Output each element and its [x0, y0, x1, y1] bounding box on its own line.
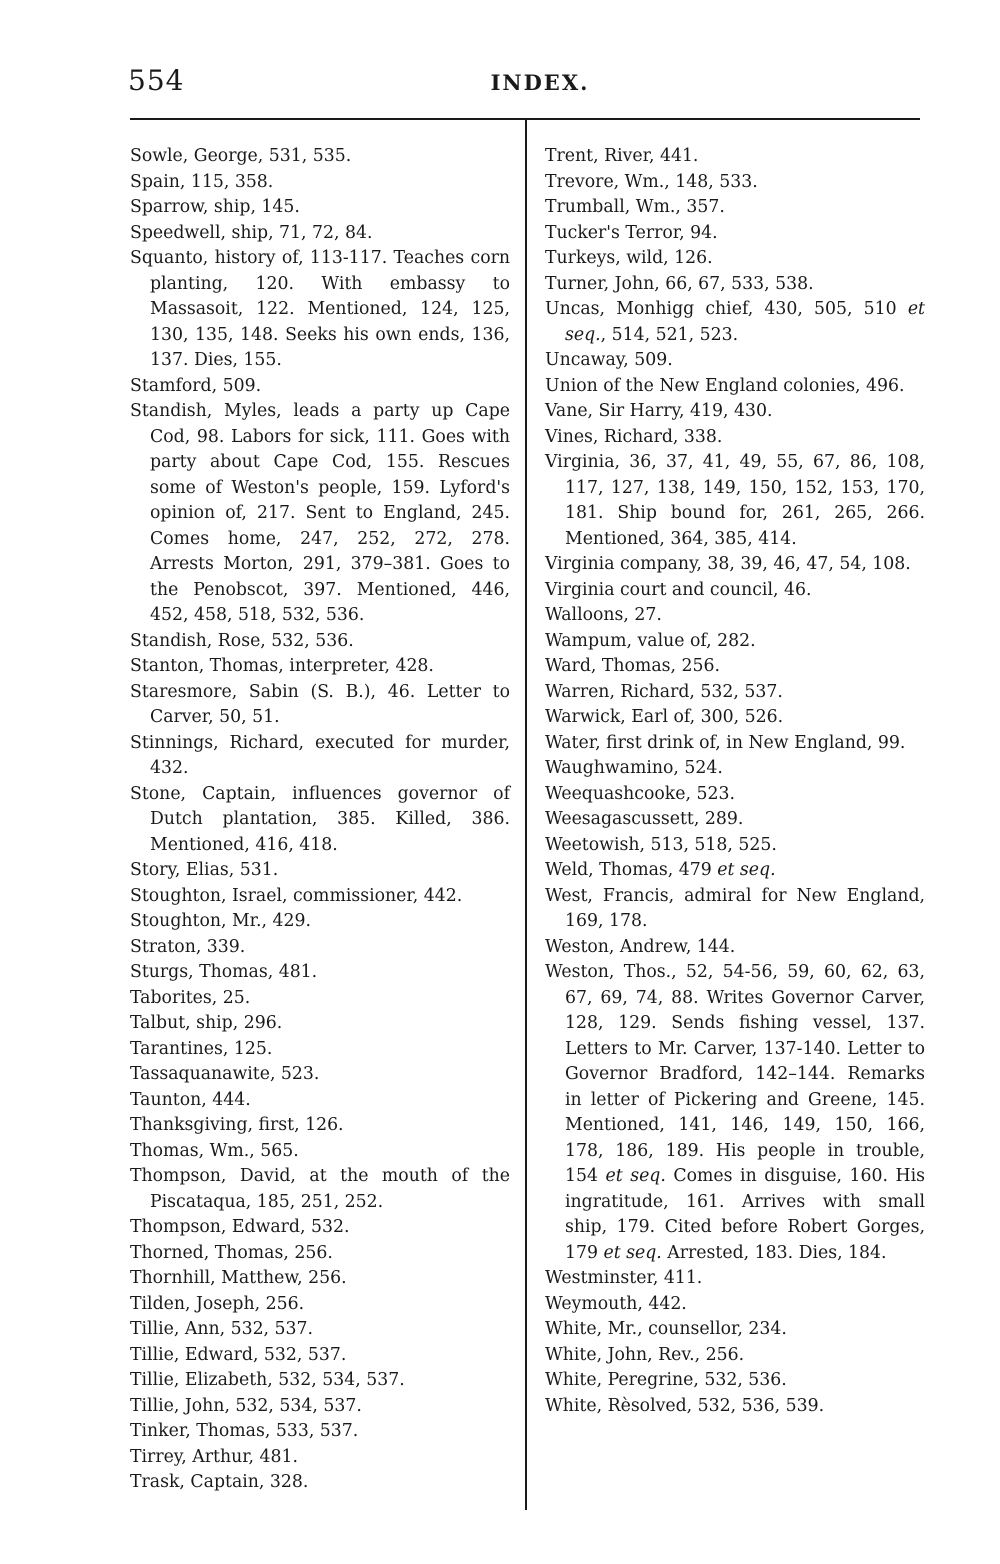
column-divider	[525, 120, 527, 1510]
index-entry: Thompson, David, at the mouth of the Piscataqua, 185, 251, 252.	[130, 1166, 510, 1212]
index-entry: Sowle, George, 531, 535.	[130, 146, 352, 166]
entry-text: Uncas, Monhigg chief, 430, 505, 510	[545, 299, 908, 319]
index-entry: Vane, Sir Harry, 419, 430.	[545, 401, 773, 421]
index-entry: Virginia court and council, 46.	[545, 579, 812, 600]
index-entry: Sparrow, ship, 145.	[130, 197, 300, 217]
index-entry: Weymouth, 442.	[545, 1293, 687, 1314]
index-entry: Tirrey, Arthur, 481.	[130, 1446, 299, 1467]
index-entry: Vines, Richard, 338.	[545, 426, 723, 447]
index-entry: Tillie, Ann, 532, 537.	[130, 1319, 314, 1339]
index-entry: Trevore, Wm., 148, 533.	[545, 171, 758, 192]
entry-text: Weld, Thomas, 479	[545, 860, 718, 880]
index-entry: Turkeys, wild, 126.	[545, 248, 713, 268]
index-entry	[545, 858, 925, 884]
index-entry: Stoughton, Israel, commissioner, 442.	[130, 885, 463, 906]
entry-text: Weston, Thos., 52, 54-56, 59, 60, 62, 63, 67, 69, 74, 88. Writes Governor Carver, 128, 129. Sends fishing vessel, 137. Letters to Mr. Carver, 137-140. Letter to Governor Bradford, 142–144. Remarks in letter of Pickering and Greene, 145. Mentioned, 141, 146, 149, 150, 166, 178, 186, 189. His people in trouble, 154	[545, 962, 925, 1186]
index-entry: Thornhill, Matthew, 256.	[130, 1268, 347, 1288]
index-entry: West, Francis, admiral for New England, 169, 178.	[545, 885, 925, 931]
index-entry: White, Mr., counsellor, 234.	[545, 1319, 787, 1339]
index-entry: Uncaway, 509.	[545, 350, 673, 370]
index-entry: Standish, Myles, leads a party up Cape Cod, 98. Labors for sick, 111. Goes with party about Cape Cod, 155. Rescues some of Weston's people, 159. Lyford's opinion of, 217. Sent to England, 245. Comes home, 247, 252, 272, 278. Arrests Morton, 291, 379–381. Goes to the Penobscot, 397. Mentioned, 446, 452, 458, 518, 532, 536.	[130, 401, 510, 625]
index-entry: Stone, Captain, influences governor of Dutch plantation, 385. Killed, 386. Mentioned, 416, 418.	[130, 783, 510, 855]
index-entry: Virginia, 36, 37, 41, 49, 55, 67, 86, 108, 117, 127, 138, 149, 150, 152, 153, 170, 181. Ship bound for, 261, 265, 266. Mentioned, 364, 385, 414.	[545, 452, 925, 549]
index-column-left	[130, 144, 510, 1496]
index-entry: Spain, 115, 358.	[130, 171, 274, 192]
italic-text: et seq.	[603, 1242, 662, 1263]
index-entry: Tillie, Elizabeth, 532, 534, 537.	[130, 1370, 405, 1390]
index-entry: Warren, Richard, 532, 537.	[545, 681, 783, 702]
index-entry: Union of the New England colonies, 496.	[545, 375, 905, 396]
index-entry: White, Rèsolved, 532, 536, 539.	[545, 1395, 825, 1416]
index-entry: Trask, Captain, 328.	[130, 1472, 309, 1492]
entry-text: , 514, 521, 523.	[600, 324, 739, 345]
index-entry: Tinker, Thomas, 533, 537.	[130, 1421, 359, 1441]
entry-text: Arrested, 183. Dies, 184.	[661, 1242, 887, 1263]
index-entry: Stoughton, Mr., 429.	[130, 911, 311, 931]
index-entry: Wampum, value of, 282.	[545, 630, 756, 651]
index-entry: Straton, 339.	[130, 936, 246, 957]
index-entry: Tassaquanawite, 523.	[130, 1064, 320, 1084]
index-entry: White, Peregrine, 532, 536.	[545, 1370, 787, 1390]
index-entry: Standish, Rose, 532, 536.	[130, 630, 354, 651]
italic-text: et seq.	[565, 299, 925, 345]
index-entry: Warwick, Earl of, 300, 526.	[545, 707, 784, 727]
index-entry: Taunton, 444.	[130, 1089, 251, 1110]
index-entry: Talbut, ship, 296.	[130, 1013, 283, 1033]
index-entry: Stamford, 509.	[130, 375, 262, 396]
index-entry: Weequashcooke, 523.	[545, 783, 735, 804]
index-entry: Weesagascussett, 289.	[545, 809, 744, 829]
index-entry: Speedwell, ship, 71, 72, 84.	[130, 222, 373, 243]
index-entry: Thanksgiving, first, 126.	[130, 1115, 344, 1135]
index-entry: Virginia company, 38, 39, 46, 47, 54, 108.	[545, 554, 911, 574]
page-title: INDEX.	[490, 70, 590, 95]
index-entry: Water, first drink of, in New England, 99.	[545, 732, 906, 753]
index-entry: Trumball, Wm., 357.	[545, 197, 725, 217]
index-entry: Waughwamino, 524.	[545, 758, 723, 778]
index-entry	[545, 960, 925, 1266]
page-number: 554	[128, 64, 185, 97]
index-entry: Westminster, 411.	[545, 1268, 703, 1288]
index-entry: Sturgs, Thomas, 481.	[130, 962, 318, 982]
italic-text: et seq.	[605, 1166, 666, 1186]
index-entry: Tilden, Joseph, 256.	[130, 1293, 305, 1314]
index-entry: Tillie, Edward, 532, 537.	[130, 1344, 347, 1365]
index-entry: Staresmore, Sabin (S. B.), 46. Letter to Carver, 50, 51.	[130, 681, 510, 727]
index-entry: White, John, Rev., 256.	[545, 1344, 745, 1365]
index-entry: Trent, River, 441.	[545, 146, 699, 166]
italic-text: et seq.	[717, 860, 776, 880]
index-entry: Weetowish, 513, 518, 525.	[545, 834, 777, 855]
index-entry: Story, Elias, 531.	[130, 860, 279, 880]
index-entry	[545, 297, 925, 348]
index-entry: Turner, John, 66, 67, 533, 538.	[545, 273, 814, 294]
index-entry: Thomas, Wm., 565.	[130, 1140, 299, 1161]
index-entry: Tucker's Terror, 94.	[545, 222, 718, 243]
index-entry: Tillie, John, 532, 534, 537.	[130, 1395, 362, 1416]
index-entry: Weston, Andrew, 144.	[545, 936, 736, 957]
index-entry: Tarantines, 125.	[130, 1038, 273, 1059]
index-entry: Thompson, Edward, 532.	[130, 1217, 350, 1237]
index-entry: Squanto, history of, 113-117. Teaches corn planting, 120. With embassy to Massasoit, 122. Mentioned, 124, 125, 130, 135, 148. Seeks his own ends, 136, 137. Dies, 155.	[130, 248, 510, 370]
index-entry: Taborites, 25.	[130, 987, 251, 1008]
index-entry: Walloons, 27.	[545, 605, 662, 625]
index-entry: Stinnings, Richard, executed for murder, 432.	[130, 732, 510, 778]
index-entry: Stanton, Thomas, interpreter, 428.	[130, 656, 434, 676]
entry-text: Comes in disguise, 160. His ingratitude, 161. Arrives with small ship, 179. Cited before Robert Gorges, 179	[565, 1166, 925, 1263]
index-column-right	[545, 144, 925, 1419]
index-entry: Ward, Thomas, 256.	[545, 656, 720, 676]
index-entry: Thorned, Thomas, 256.	[130, 1242, 333, 1263]
